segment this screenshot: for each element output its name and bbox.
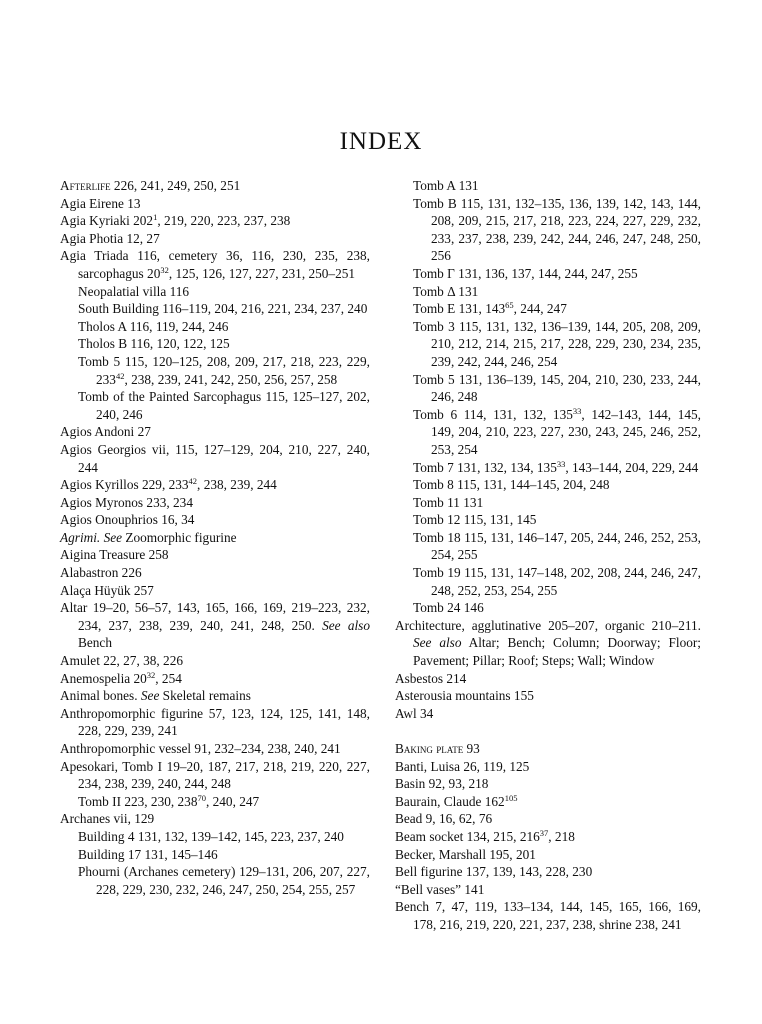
index-subentry (395, 265, 701, 283)
index-subentry (60, 353, 370, 388)
index-subentry (395, 459, 701, 477)
entry-text: Tholos A 116, 119, 244, 246 (78, 318, 229, 334)
entry-text: Tomb 5 115, 120–125, 208, 209, 217, 218, 223, 229, 233 (78, 353, 370, 387)
footnote-superscript: 1 (153, 212, 158, 223)
index-column-right (395, 177, 701, 934)
footnote-superscript: 32 (160, 264, 169, 275)
entry-text: Agia Kyriaki 202 (60, 213, 154, 229)
entry-text: 93 (463, 741, 480, 756)
index-subentry (395, 599, 701, 617)
index-subentry (395, 529, 701, 564)
entry-text: Asbestos 214 (395, 670, 467, 686)
index-entry (60, 511, 370, 529)
entry-text: Bench 7, 47, 119, 133–134, 144, 145, 165, 166, 169, 178, 216, 219, 220, 221, 237, 238, shrine 238, 241 (395, 899, 701, 932)
entry-text: Agia Triada 116, cemetery 36, 116, 230, 235, 238, sarcophagus 20 (60, 248, 370, 281)
index-entry (60, 582, 370, 600)
entry-text: Alaça Hüyük 257 (60, 582, 154, 598)
footnote-superscript: 70 (197, 792, 206, 803)
index-entry (395, 881, 701, 899)
footnote-superscript: 37 (539, 827, 549, 838)
entry-text: Tomb 5 131, 136–139, 145, 204, 210, 230, 233, 244, 246, 248 (413, 371, 701, 405)
index-subentry (60, 863, 370, 898)
entry-text: Agios Andoni 27 (60, 424, 151, 440)
index-entry (395, 846, 701, 864)
index-entry (60, 247, 370, 282)
entry-text: Tomb 12 115, 131, 145 (413, 512, 537, 528)
entry-text: “Bell vases” 141 (395, 881, 485, 897)
entry-text: Agios Onouphrios 16, 34 (60, 512, 195, 528)
entry-text: Bench (78, 635, 112, 651)
entry-text: Agios Georgios vii, 115, 127–129, 204, 210, 227, 240, 244 (60, 441, 370, 475)
index-subentry (395, 511, 701, 529)
entry-text: , 244, 247 (513, 301, 567, 317)
entry-text: Baurain, Claude 162 (395, 793, 505, 809)
index-subentry (60, 828, 370, 846)
index-subentry (60, 388, 370, 423)
entry-text: Agia Eirene 13 (60, 195, 141, 211)
entry-text: Becker, Marshall 195, 201 (395, 846, 536, 862)
entry-text: Tomb 18 115, 131, 146–147, 205, 244, 246, 252, 253, 254, 255 (413, 529, 701, 563)
entry-text: , 254 (155, 670, 182, 686)
entry-text: Altar; Bench; Column; Doorway; Floor; Pavement; Pillar; Roof; Steps; Wall; Window (413, 635, 701, 669)
index-subentry (395, 195, 701, 265)
index-entry (60, 177, 370, 195)
entry-text: , 142–143, 144, 145, 149, 204, 210, 223, 227, 230, 243, 245, 246, 252, 253, 254 (431, 406, 701, 457)
index-entry (60, 599, 370, 652)
index-subentry (395, 476, 701, 494)
index-entry (60, 212, 370, 230)
entry-text: Tomb 7 131, 132, 134, 135 (413, 459, 557, 475)
entry-text: Altar 19–20, 56–57, 143, 165, 166, 169, 219–223, 232, 234, 237, 238, 239, 240, 241, 248, 250. (60, 600, 370, 633)
entry-text: Tomb 19 115, 131, 147–148, 202, 208, 244, 246, 247, 248, 252, 253, 254, 255 (413, 565, 701, 598)
entry-text: South Building 116–119, 204, 216, 221, 234, 237, 240 (78, 301, 368, 317)
index-subentry (60, 335, 370, 353)
entry-text: Agios Kyrillos 229, 233 (60, 477, 189, 493)
index-subentry (395, 300, 701, 318)
entry-text: Bead 9, 16, 62, 76 (395, 811, 493, 827)
index-entry (60, 670, 370, 688)
entry-text: Tomb Γ 131, 136, 137, 144, 244, 247, 255 (413, 265, 638, 281)
index-subentry (60, 318, 370, 336)
index-column-left (60, 177, 370, 898)
index-subentry (60, 283, 370, 301)
index-entry (60, 529, 370, 547)
entry-text: Tholos B 116, 120, 122, 125 (78, 336, 230, 352)
index-entry (395, 758, 701, 776)
entry-text: Tomb 6 114, 131, 132, 135 (413, 406, 573, 422)
index-entry (60, 652, 370, 670)
cross-reference: See also (413, 635, 462, 651)
entry-text: , 125, 126, 127, 227, 231, 250–251 (168, 265, 356, 281)
index-entry (60, 758, 370, 793)
index-subentry (395, 371, 701, 406)
cross-reference: Agrimi. See (60, 529, 123, 545)
entry-text: Architecture, agglutinative 205–207, organic 210–211. (395, 617, 701, 633)
index-entry (395, 898, 701, 933)
index-entry (60, 476, 370, 494)
entry-text: Anthropomorphic figurine 57, 123, 124, 125, 141, 148, 228, 229, 239, 241 (60, 705, 370, 739)
index-entry (395, 793, 701, 811)
index-entry (395, 705, 701, 723)
entry-text: Amulet 22, 27, 38, 226 (60, 653, 183, 669)
entry-text: Apesokari, Tomb I 19–20, 187, 217, 218, 219, 220, 227, 234, 238, 239, 240, 244, 248 (60, 758, 370, 792)
index-entry (395, 617, 701, 670)
index-subentry (395, 318, 701, 371)
section-gap (395, 722, 701, 740)
index-entry (395, 775, 701, 793)
entry-text: , 240, 247 (205, 793, 260, 809)
cross-reference: See also (322, 617, 370, 633)
index-entry (395, 687, 701, 705)
entry-text: Agia Photia 12, 27 (60, 230, 160, 246)
entry-text: Animal bones. (60, 688, 141, 704)
entry-text: , 219, 220, 223, 237, 238 (157, 213, 291, 229)
entry-text: , 143–144, 204, 229, 244 (565, 459, 699, 475)
index-entry (60, 195, 370, 213)
entry-text: Banti, Luisa 26, 119, 125 (395, 758, 530, 774)
page-title: INDEX (339, 128, 423, 155)
section-heading-word: Afterlife (60, 178, 111, 193)
entry-text: Awl 34 (395, 705, 434, 721)
entry-text: Zoomorphic figurine (122, 529, 237, 545)
entry-text: Phourni (Archanes cemetery) 129–131, 206, 207, 227, 228, 229, 230, 232, 246, 247, 250, 254, 255, 257 (78, 864, 370, 897)
entry-text: Beam socket 134, 215, 216 (395, 828, 540, 844)
entry-text: Building 17 131, 145–146 (78, 846, 218, 862)
entry-text: Alabastron 226 (60, 565, 142, 581)
index-subentry (395, 494, 701, 512)
footnote-superscript: 33 (572, 405, 582, 416)
index-entry (395, 810, 701, 828)
entry-text: Tomb 11 131 (413, 494, 484, 510)
entry-text: Building 4 131, 132, 139–142, 145, 223, 237, 240 (78, 828, 344, 844)
footnote-superscript: 42 (188, 476, 198, 487)
index-entry (60, 230, 370, 248)
entry-text: Skeletal remains (159, 688, 251, 704)
entry-text: Agios Myronos 233, 234 (60, 494, 193, 510)
index-entry (60, 740, 370, 758)
entry-text: Asterousia mountains 155 (395, 688, 534, 704)
index-entry (395, 670, 701, 688)
entry-text: Basin 92, 93, 218 (395, 776, 489, 792)
index-subentry (60, 846, 370, 864)
footnote-superscript: 65 (505, 300, 514, 311)
section-heading-word: Baking plate (395, 741, 464, 756)
entry-text: Tomb 8 115, 131, 144–145, 204, 248 (413, 477, 610, 493)
entry-text: Tomb E 131, 143 (413, 301, 506, 317)
index-entry (60, 564, 370, 582)
entry-text: Tomb II 223, 230, 238 (78, 793, 198, 809)
entry-text: Aigina Treasure 258 (60, 547, 169, 563)
entry-text: Neopalatial villa 116 (78, 283, 190, 299)
entry-text: , 218 (548, 828, 575, 844)
entry-text: Tomb B 115, 131, 132–135, 136, 139, 142, 143, 144, 208, 209, 215, 217, 218, 223, 224, 227, 229, 232, 233, 237, 238, 239, 242, 244, 246, 247, 248, 250, 256 (413, 195, 701, 264)
entry-text: , 238, 239, 241, 242, 250, 256, 257, 258 (124, 371, 338, 387)
footnote-superscript: 42 (115, 370, 125, 381)
index-entry (395, 863, 701, 881)
index-entry (395, 828, 701, 846)
index-subentry (395, 406, 701, 459)
index-entry (60, 423, 370, 441)
index-subentry (60, 300, 370, 318)
footnote-superscript: 32 (146, 669, 156, 680)
entry-text: Bell figurine 137, 139, 143, 228, 230 (395, 864, 593, 880)
entry-text: Tomb Δ 131 (413, 283, 479, 299)
index-entry (60, 441, 370, 476)
index-subentry (60, 793, 370, 811)
entry-text: Tomb 3 115, 131, 132, 136–139, 144, 205, 208, 209, 210, 212, 214, 215, 217, 228, 229, 230, 234, 235, 239, 242, 244, 246, 254 (413, 318, 701, 369)
index-subentry (395, 283, 701, 301)
entry-text: Archanes vii, 129 (60, 811, 155, 827)
entry-text: , 238, 239, 244 (197, 477, 277, 493)
index-subentry (395, 177, 701, 195)
footnote-superscript: 105 (504, 792, 518, 803)
index-entry (60, 687, 370, 705)
index-entry (395, 740, 701, 758)
cross-reference: See (140, 688, 160, 704)
entry-text: Anemospelia 20 (60, 670, 147, 686)
entry-text: 226, 241, 249, 250, 251 (110, 178, 241, 193)
index-subentry (395, 564, 701, 599)
entry-text: Tomb of the Painted Sarcophagus 115, 125–127, 202, 240, 246 (78, 389, 370, 422)
index-entry (60, 546, 370, 564)
index-entry (60, 810, 370, 828)
entry-text: Tomb A 131 (413, 178, 479, 193)
index-entry (60, 705, 370, 740)
entry-text: Anthropomorphic vessel 91, 232–234, 238, 240, 241 (60, 741, 341, 756)
entry-text: Tomb 24 146 (413, 600, 484, 616)
footnote-superscript: 33 (556, 458, 566, 469)
index-entry (60, 494, 370, 512)
